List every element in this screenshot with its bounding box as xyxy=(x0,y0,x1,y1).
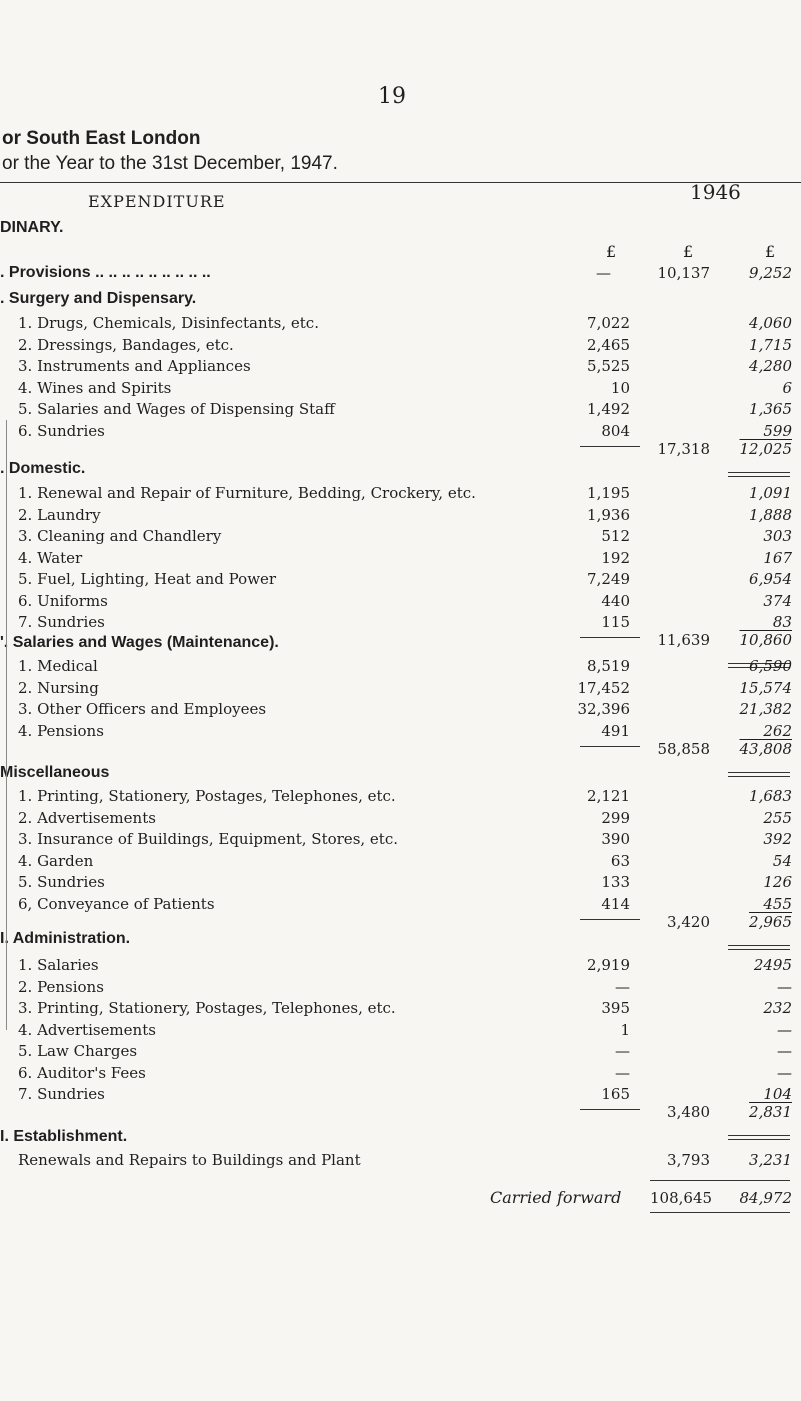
carried-forward-total: 108,645 xyxy=(650,1189,713,1207)
establishment-title: I. Establishment. xyxy=(0,1128,128,1145)
admin-item-label: 6. Auditor's Fees xyxy=(18,1063,146,1082)
domestic-item-label: 7. Sundries xyxy=(18,613,105,631)
surgery-item-value: 5,525 xyxy=(587,357,630,375)
domestic-item-value: 7,249 xyxy=(587,570,630,588)
surgery-item-label: 6. Sundries xyxy=(18,421,105,440)
surgery-item-prior: 4,280 xyxy=(749,357,792,375)
establishment-prior-total: 3,231 xyxy=(749,1151,792,1169)
provisions-label: . Provisions .. .. .. .. .. .. .. .. .. xyxy=(0,264,211,281)
domestic-item-value: 192 xyxy=(601,548,630,567)
margin-line xyxy=(6,420,7,1030)
surgery-item-value: 7,022 xyxy=(587,314,630,332)
admin-double-rule xyxy=(728,1135,790,1140)
domestic-prior-total: 10,860 xyxy=(739,631,792,649)
salaries-subtotal-rule xyxy=(580,746,640,747)
domestic-item-prior: 167 xyxy=(763,548,792,567)
surgery-item-prior: 599 xyxy=(763,421,792,440)
surgery-subtotal-rule xyxy=(580,446,640,447)
admin-item-label: 7. Sundries xyxy=(18,1085,105,1103)
domestic-item-prior: 303 xyxy=(763,527,792,545)
surgery-item-value: 10 xyxy=(610,378,630,397)
misc-title: Miscellaneous xyxy=(0,764,110,781)
admin-item-value: — xyxy=(615,1042,630,1060)
misc-item-value: 133 xyxy=(601,873,630,891)
admin-item-label: 4. Advertisements xyxy=(18,1020,156,1039)
footer-rule xyxy=(650,1212,790,1213)
carried-forward-prior-total: 84,972 xyxy=(739,1189,792,1207)
admin-item-value: 395 xyxy=(601,999,630,1017)
domestic-item-prior: 374 xyxy=(763,591,792,610)
salaries-item-value: 17,452 xyxy=(577,678,630,697)
misc-item-label: 1. Printing, Stationery, Postages, Telephones, etc. xyxy=(18,787,396,805)
domestic-item-prior: 83 xyxy=(772,613,792,631)
heading-subtitle: or the Year to the 31st December, 1947. xyxy=(2,153,338,174)
salaries-item-prior: 262 xyxy=(763,721,792,740)
surgery-total: 17,318 xyxy=(657,439,710,458)
salaries-total: 58,858 xyxy=(657,739,710,758)
admin-item-prior: — xyxy=(777,1063,792,1082)
year-1946: 1946 xyxy=(690,180,741,204)
surgery-item-label: 1. Drugs, Chemicals, Disinfectants, etc. xyxy=(18,314,319,332)
salaries-double-rule xyxy=(728,772,790,777)
salaries-prior-total: 43,808 xyxy=(739,739,792,758)
misc-item-value: 2,121 xyxy=(587,787,630,805)
establishment-total: 3,793 xyxy=(667,1151,710,1169)
domestic-subtotal-rule xyxy=(580,637,640,638)
admin-item-value: 165 xyxy=(601,1085,630,1103)
domestic-item-prior: 1,888 xyxy=(749,505,792,524)
domestic-item-value: 1,936 xyxy=(587,505,630,524)
misc-item-prior: 455 xyxy=(763,894,792,913)
misc-item-prior: 392 xyxy=(763,830,792,848)
misc-item-prior: 54 xyxy=(772,851,792,870)
salaries-item-prior: 21,382 xyxy=(739,700,792,718)
domestic-item-prior: 1,091 xyxy=(749,484,792,502)
admin-item-label: 5. Law Charges xyxy=(18,1042,138,1060)
ordinary-label: DINARY. xyxy=(0,219,64,236)
top-rule xyxy=(0,182,801,183)
surgery-item-prior: 1,715 xyxy=(749,335,792,354)
misc-item-label: 6, Conveyance of Patients xyxy=(18,894,215,913)
admin-item-value: 2,919 xyxy=(587,956,630,974)
establishment-label: Renewals and Repairs to Buildings and Plant xyxy=(18,1151,361,1169)
domestic-item-label: 6. Uniforms xyxy=(18,591,108,610)
admin-item-prior: 104 xyxy=(763,1085,792,1103)
misc-item-value: 63 xyxy=(610,851,630,870)
domestic-item-label: 3. Cleaning and Chandlery xyxy=(18,527,222,545)
admin-item-prior: — xyxy=(777,977,792,996)
salaries-item-value: 491 xyxy=(601,721,630,740)
admin-item-prior: 232 xyxy=(763,999,792,1017)
domestic-item-value: 1,195 xyxy=(587,484,630,502)
admin-item-value: 1 xyxy=(620,1020,630,1039)
domestic-item-value: 115 xyxy=(601,613,630,631)
surgery-item-prior: 6 xyxy=(782,378,792,397)
domestic-item-label: 4. Water xyxy=(18,548,83,567)
surgery-item-prior: 4,060 xyxy=(749,314,792,332)
misc-item-prior: 255 xyxy=(763,808,792,827)
misc-item-label: 5. Sundries xyxy=(18,873,105,891)
misc-item-prior: 1,683 xyxy=(749,787,792,805)
misc-item-label: 4. Garden xyxy=(18,851,94,870)
provisions-c2: 10,137 xyxy=(657,264,710,282)
salaries-item-value: 8,519 xyxy=(587,657,630,675)
admin-item-prior: — xyxy=(777,1042,792,1060)
salaries-item-label: 3. Other Officers and Employees xyxy=(18,700,267,718)
salaries-title: '. Salaries and Wages (Maintenance). xyxy=(0,634,279,651)
admin-subtotal-rule xyxy=(580,1109,640,1110)
surgery-item-value: 1,492 xyxy=(587,400,630,418)
admin-item-label: 1. Salaries xyxy=(18,956,99,974)
surgery-prior-total: 12,025 xyxy=(739,439,792,458)
provisions-c3: 9,252 xyxy=(749,264,792,282)
salaries-item-label: 2. Nursing xyxy=(18,678,99,697)
surgery-item-value: 2,465 xyxy=(587,335,630,354)
admin-total: 3,480 xyxy=(667,1103,710,1121)
currency-col3: £ xyxy=(765,242,776,261)
misc-item-value: 299 xyxy=(601,808,630,827)
domestic-item-prior: 6,954 xyxy=(749,570,792,588)
domestic-total: 11,639 xyxy=(657,631,710,649)
surgery-item-label: 5. Salaries and Wages of Dispensing Staff xyxy=(18,400,335,418)
admin-item-label: 3. Printing, Stationery, Postages, Telephones, etc. xyxy=(18,999,396,1017)
carried-rule xyxy=(650,1180,790,1181)
admin-item-value: — xyxy=(615,1063,630,1082)
misc-prior-total: 2,965 xyxy=(749,912,792,931)
domestic-item-label: 1. Renewal and Repair of Furniture, Bedding, Crockery, etc. xyxy=(18,484,476,502)
domestic-title: . Domestic. xyxy=(0,460,86,477)
misc-item-label: 3. Insurance of Buildings, Equipment, Stores, etc. xyxy=(18,830,398,848)
misc-total: 3,420 xyxy=(667,912,710,931)
currency-col1: £ xyxy=(606,242,617,261)
heading-title: or South East London xyxy=(2,128,201,149)
salaries-item-label: 4. Pensions xyxy=(18,721,104,740)
admin-prior-total: 2,831 xyxy=(749,1103,792,1121)
domestic-item-value: 512 xyxy=(601,527,630,545)
surgery-item-label: 4. Wines and Spirits xyxy=(18,378,172,397)
misc-subtotal-rule xyxy=(580,919,640,920)
surgery-item-prior: 1,365 xyxy=(749,400,792,418)
domestic-item-value: 440 xyxy=(601,591,630,610)
expenditure-label: EXPENDITURE xyxy=(88,192,226,211)
admin-item-label: 2. Pensions xyxy=(18,977,104,996)
page-number: 19 xyxy=(378,84,406,109)
misc-item-prior: 126 xyxy=(763,873,792,891)
surgery-item-value: 804 xyxy=(601,421,630,440)
carried-forward-label: Carried forward xyxy=(490,1188,622,1207)
misc-item-value: 414 xyxy=(601,894,630,913)
admin-item-prior: — xyxy=(777,1020,792,1039)
surgery-item-label: 3. Instruments and Appliances xyxy=(18,357,251,375)
salaries-item-value: 32,396 xyxy=(577,700,630,718)
domestic-item-label: 5. Fuel, Lighting, Heat and Power xyxy=(18,570,277,588)
surgery-item-label: 2. Dressings, Bandages, etc. xyxy=(18,335,234,354)
currency-col2: £ xyxy=(683,242,694,261)
surgery-double-rule xyxy=(728,472,790,477)
salaries-item-label: 1. Medical xyxy=(18,657,98,675)
salaries-item-prior: 15,574 xyxy=(739,678,792,697)
misc-item-value: 390 xyxy=(601,830,630,848)
provisions-c1: — xyxy=(596,264,611,282)
admin-item-prior: 2495 xyxy=(753,956,792,974)
surgery-title: . Surgery and Dispensary. xyxy=(0,290,197,307)
salaries-item-prior: 6,590 xyxy=(749,657,792,675)
admin-item-value: — xyxy=(615,977,630,996)
misc-item-label: 2. Advertisements xyxy=(18,808,156,827)
misc-double-rule xyxy=(728,945,790,950)
admin-title: I. Administration. xyxy=(0,930,131,947)
domestic-item-label: 2. Laundry xyxy=(18,505,101,524)
